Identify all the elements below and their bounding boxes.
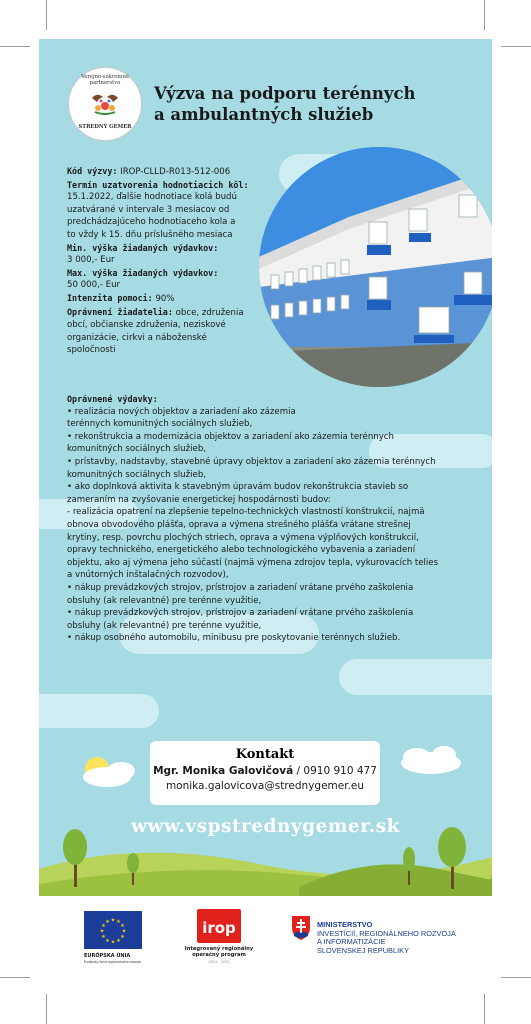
- expense-line: • realizácia nových objektov a zariadení ako zázemia: [67, 406, 296, 417]
- max-amount-value: 50 000,- Eur: [67, 280, 121, 291]
- ministry-line-4: SLOVENSKEJ REPUBLIKY: [317, 945, 410, 955]
- eu-star: ★: [120, 923, 125, 929]
- call-code-label: Kód výzvy:: [67, 166, 118, 176]
- expense-line: komunitných sociálnych služieb,: [67, 444, 207, 455]
- poster: [39, 39, 492, 896]
- deadline-line: predchádzajúceho hodnotiaceho kola a: [67, 217, 236, 228]
- irop-logo-text: irop: [202, 919, 236, 937]
- intensity-value: 90%: [155, 293, 175, 304]
- eu-star: ★: [121, 928, 127, 935]
- applicants-line: obcí, občianske združenia, neziskové: [67, 320, 226, 331]
- eu-star: ★: [101, 934, 106, 940]
- expense-line: • nákup prevádzkových strojov, prístrojov a zariadení vrátane prvého zaškolenia: [67, 608, 414, 619]
- deadline-line: 15.1.2022, ďalšie hodnotiace kolá budú: [67, 192, 237, 203]
- eligible-expenses: [67, 393, 487, 645]
- expense-line: komunitných sociálnych služieb,: [67, 469, 207, 480]
- crop-mark: [46, 994, 47, 1024]
- eu-fund-label: Európsky fond regionálneho rozvoja: [84, 960, 142, 964]
- crop-mark: [0, 977, 30, 978]
- call-code: [67, 165, 267, 179]
- eu-flag-icon: [84, 911, 142, 949]
- title-line-2: a ambulantných služieb: [154, 105, 374, 124]
- slovak-coat-of-arms-icon: [292, 916, 310, 940]
- contact-box: [150, 741, 380, 805]
- expense-line: • rekonštrukcia a modernizácia objektov a zariadení ako zázemia terénnych: [67, 431, 394, 442]
- logo-ring-bottom-text: STREDNÝ GEMER: [78, 124, 132, 130]
- crop-mark: [484, 0, 485, 30]
- expense-line: - realizácia opatrení na zlepšenie tepelno-technických vlastností konštrukcií, najmä: [67, 507, 425, 518]
- eu-star: ★: [99, 928, 105, 935]
- building-photo: [259, 147, 492, 387]
- expense-line: opravy technického, energetického alebo technologického vybavenia a zariadení: [67, 545, 416, 556]
- contact-person: [150, 765, 380, 777]
- eu-star: ★: [110, 917, 116, 924]
- deadline-line: to vždy k 15. dňu príslušného mesiaca: [67, 229, 233, 240]
- irop-line-2: operačný program: [192, 952, 246, 959]
- irop-years: 2014 - 2020: [208, 960, 230, 964]
- applicants-line: spoločnosti: [67, 345, 116, 356]
- crop-mark: [46, 0, 47, 30]
- cloud: [39, 694, 159, 728]
- crop-mark: [501, 977, 531, 978]
- expense-line: krytiny, resp. povrchu plochých striech, oprava a výmena výplňových konštrukcií,: [67, 532, 419, 543]
- applicants-label: Oprávnení žiadatelia:: [67, 306, 173, 317]
- contact-heading: Kontakt: [235, 747, 295, 762]
- intensity: [67, 292, 267, 306]
- eu-star: ★: [105, 938, 110, 944]
- intensity-label: Intenzita pomoci:: [67, 292, 153, 303]
- irop-line-1: Integrovaný regionálny: [184, 946, 254, 952]
- expense-line: • nákup prevádzkových strojov, prístrojov a zariadení vrátane prvého zaškolenia: [67, 582, 414, 593]
- building-illustration: [259, 147, 492, 387]
- expense-line: obnova obvodového plášťa, oprava a výmena strešného plášťa vrátane strešnej: [67, 519, 411, 530]
- irop-logo-icon: [197, 909, 241, 943]
- expense-line: zameraním na zvyšovanie energetickej hospodárnosti budov:: [67, 494, 331, 505]
- eu-star: ★: [116, 919, 121, 925]
- title-line-1: Výzva na podporu terénnych: [154, 84, 416, 103]
- ministry-line-2: INVESTÍCIÍ, REGIONÁLNEHO ROZVOJA: [317, 928, 456, 938]
- min-amount-value: 3 000,- Eur: [67, 255, 115, 266]
- applicants-line: obce, združenia: [175, 307, 244, 318]
- ministry-line-3: A INFORMATIZÁCIE: [317, 937, 386, 947]
- crop-mark: [0, 46, 30, 47]
- expense-line: a vnútorných inštalačných rozvodov),: [67, 570, 229, 581]
- min-amount-label: Min. výška žiadaných výdavkov:: [67, 242, 219, 253]
- expenses-heading: Oprávnené výdavky:: [67, 394, 158, 404]
- crop-mark: [501, 46, 531, 47]
- eu-star: ★: [105, 919, 110, 925]
- expense-line: • prístavby, nadstavby, stavebné úpravy objektov a zariadení ako zázemia terénnych: [67, 456, 436, 467]
- ministry-line-1: MINISTERSTVO: [317, 920, 373, 929]
- eu-star: ★: [110, 939, 116, 946]
- website-link[interactable]: www.vspstrednygemer.sk: [131, 816, 400, 837]
- ministry-label: [317, 921, 456, 955]
- eu-label: EURÓPSKA ÚNIA: [84, 953, 131, 959]
- expense-line: • nákup osobného automobilu, minibusu pre poskytovanie terénnych služieb.: [67, 633, 401, 644]
- applicants-line: organizácie, cirkvi a náboženské: [67, 332, 207, 343]
- call-info: [67, 165, 267, 357]
- expense-line: obsluhy (ak relevantné) pre terénne využitie,: [67, 620, 262, 631]
- contact-email[interactable]: monika.galovicova@strednygemer.eu: [165, 780, 365, 792]
- eu-star: ★: [101, 923, 106, 929]
- contact-name: Mgr. Monika Galovičová: [153, 765, 294, 777]
- contact-separator: /: [293, 765, 304, 777]
- eu-star: ★: [116, 938, 121, 944]
- expense-line: terénnych komunitných sociálnych služieb,: [67, 419, 253, 430]
- expense-line: • ako doplnková aktivita k stavebným úpravám budov rekonštrukcia stavieb so: [67, 482, 409, 493]
- deadline-label: Termín uzatvorenia hodnotiacich kôl:: [67, 179, 249, 190]
- irop-label: [178, 946, 260, 958]
- cloud: [339, 659, 492, 695]
- page-title: [154, 83, 484, 125]
- call-code-value: IROP-CLLD-R013-512-006: [120, 167, 231, 177]
- applicants: [67, 306, 267, 320]
- logo-ring-top-text: Verejno-súkromné partnerstvo: [81, 74, 129, 86]
- crop-mark: [484, 994, 485, 1024]
- bird-logo-icon: [87, 86, 123, 122]
- deadline-line: uzatvárané v intervale 3 mesiacov od: [67, 204, 230, 215]
- organization-logo: [68, 67, 142, 141]
- expense-line: objektu, ako aj výmena jeho súčastí (najmä výmena zdrojov tepla, vykurovacích telies: [67, 557, 439, 568]
- eu-star: ★: [120, 934, 125, 940]
- max-amount-label: Max. výška žiadaných výdavkov:: [67, 267, 219, 278]
- expense-line: obsluhy (ak relevantné) pre terénne využitie,: [67, 595, 262, 606]
- contact-phone[interactable]: 0910 910 477: [303, 765, 377, 777]
